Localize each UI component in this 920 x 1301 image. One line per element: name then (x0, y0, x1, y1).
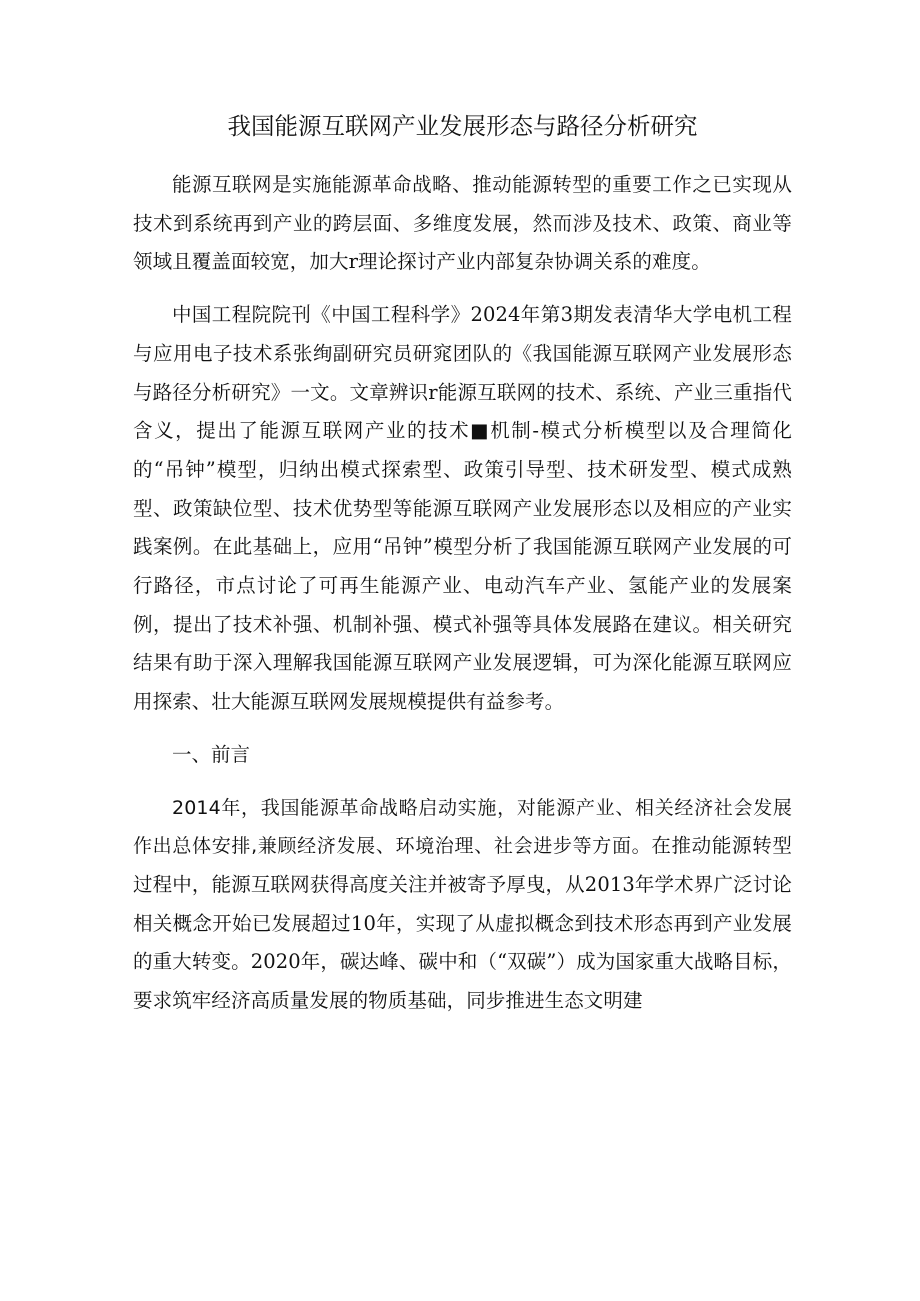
section-1-paragraph-1-lead: 2014年，我国能源革命战略启动实施，对能源产业、相关经济社会发展作出总体安排,兼顾经济发展、环境治理、社会进步等方面。 (133, 796, 792, 858)
abstract-paragraph-1: 能源互联网是实施能源革命战略、推动能源转型的重要工作之已实现从技术到系统再到产业的跨层面、多维度发展，然而涉及技术、政策、商业等领域且覆盖面较宽，加大r理论探讨产业内部复杂协调关系的难度。 (133, 173, 792, 274)
section-1-paragraph-1 (133, 789, 792, 1021)
document-title: 我国能源互联网产业发展形态与路径分析研究 (227, 112, 698, 140)
abstract-paragraph-2: 中国工程院院刊《中国工程科学》2024年第3期发表清华大学电机工程与应用电子技术系张绚副研究员研窕团队的《我国能源互联网产业发展形态与路径分析研究》一文。文章辨识r能源互联网的技术、系统、产业三重指代含义，提出了能源互联网产业的技术■机制-模式分析模型以及合理简化的“吊钟”模型，归纳出模式探索型、政策引导型、技术研发型、模式成熟型、政策缺位型、技术优势型等能源互联网产业发展形态以及相应的产业实践案例。在此基础上，应用“吊钟”模型分析了我国能源互联网产业发展的可行路径，市点讨论了可再生能源产业、电动汽车产业、氢能产业的发展案例，提出了技术补强、机制补强、模式补强等具体发展路在建议。相关研究结果有助于深入理解我国能源互联网产业发展逻辑，可为深化能源互联网应用探索、壮大能源互联网发展规模提供有益参考。 (133, 303, 792, 714)
section-heading-introduction: 一、前言 (172, 742, 251, 766)
section-1-paragraph-1-body: 在推动能源转型过程中，能源互联网获得高度关注并被寄予厚曳，从2013年学术界广泛讨论相关概念开始已发展超过10年，实现了从虚拟概念到技术形态再到产业发展的重大转变。2020年，碳达峰、碳中和（“双碳”）成为国家重大战略目标，要求筑牢经济高质量发展的物质基础，同步推进生态文明建 (133, 834, 792, 1013)
